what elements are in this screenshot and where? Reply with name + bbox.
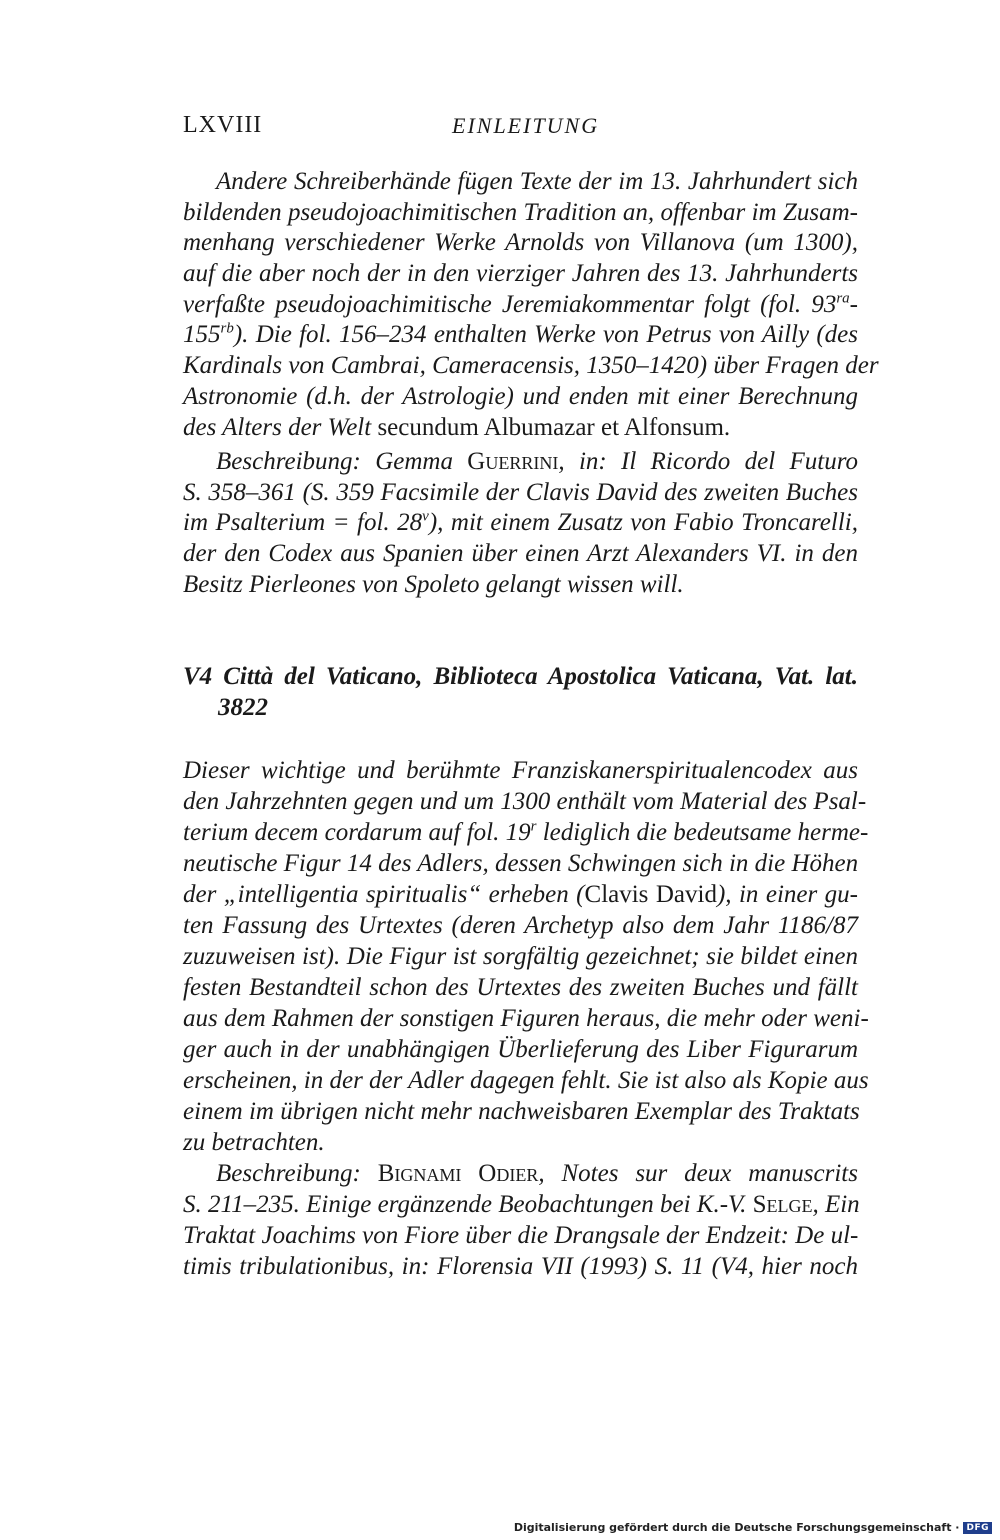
text-run: terium decem cordarum auf fol. 19: [183, 819, 531, 846]
text-line: zu betrachten.: [183, 1129, 325, 1156]
text-run: ). Die fol. 156–234 enthalten Werke von Petrus von Ailly (des: [233, 321, 858, 348]
text-run: im Psalterium = fol. 28: [183, 509, 423, 536]
text-line: [183, 413, 858, 443]
superscript: rb: [220, 320, 234, 337]
text-run: , Ein: [812, 1191, 860, 1218]
text-line: aus dem Rahmen der sonstigen Figuren heraus, die mehr oder weni-: [183, 1005, 869, 1032]
text-run: der „intelligentia spiritualis“ erheben (: [183, 881, 585, 908]
text-run: verfaßte pseudojoachimitische Jeremiakommentar folgt (fol. 93: [183, 291, 837, 318]
page-number: LXVIII: [183, 112, 263, 138]
text-line: den Jahrzehnten gegen und um 1300 enthält vom Material des Psal-: [183, 788, 867, 815]
text-line: erscheinen, in der der Adler dagegen fehlt. Sie ist also als Kopie aus: [183, 1067, 869, 1094]
text-line: [183, 818, 869, 848]
text-run: S. 211–235. Einige ergänzende Beobachtungen bei K.-V.: [183, 1191, 753, 1218]
text-run: des Alters der Welt: [183, 414, 372, 441]
text-line: Astronomie (d.h. der Astrologie) und enden mit einer Berechnung: [183, 383, 858, 410]
text-line: zuzuweisen ist). Die Figur ist sorgfältig gezeichnet; sie bildet einen: [183, 943, 858, 970]
text-run: ), in einer gu-: [716, 881, 858, 908]
text-line: menhang verschiedener Werke Arnolds von Villanova (um 1300),: [183, 229, 858, 256]
author-smallcaps: Selge: [752, 1191, 813, 1218]
text-line: [183, 1190, 858, 1220]
text-run: , in: Il Ricordo del Futuro: [558, 448, 858, 475]
text-line: [183, 290, 858, 320]
heading-line: 3822: [218, 694, 268, 721]
text-line: ger auch in der unabhängigen Überlieferung des Liber Figurarum: [183, 1036, 858, 1063]
text-line: S. 358–361 (S. 359 Facsimile der Clavis David des zweiten Buches: [183, 479, 858, 506]
author-smallcaps: Bignami Odier: [377, 1160, 539, 1187]
text-run: , Notes sur deux manuscrits: [538, 1160, 858, 1187]
text-run: lediglich die bedeutsame herme-: [536, 819, 869, 846]
text-line: festen Bestandteil schon des Urtextes des zweiten Buches und fällt: [183, 974, 858, 1001]
text-line: Traktat Joachims von Fiore über die Drangsale der Endzeit: De ul-: [183, 1222, 859, 1249]
text-run: 155: [183, 321, 221, 348]
superscript: r: [530, 818, 537, 835]
text-line: Dieser wichtige und berühmte Franziskanerspiritualencodex aus: [183, 757, 858, 784]
text-run: -: [849, 291, 858, 318]
text-line: [216, 1159, 858, 1189]
dfg-logo: DFG: [963, 1522, 992, 1534]
text-line: einem im übrigen nicht mehr nachweisbaren Exemplar des Traktats: [183, 1098, 860, 1125]
text-line: Besitz Pierleones von Spoleto gelangt wissen will.: [183, 571, 684, 598]
digitization-footer: [514, 1521, 992, 1534]
text-line: bildenden pseudojoachimitischen Tradition an, offenbar im Zusam-: [183, 199, 858, 226]
footer-text: Digitalisierung gefördert durch die Deutsche Forschungsgemeinschaft ·: [513, 1521, 960, 1534]
text-line: [183, 880, 858, 910]
text-run: Beschreibung: Gemma: [216, 448, 468, 475]
text-line: auf die aber noch der in den vierziger Jahren des 13. Jahrhunderts: [183, 260, 858, 287]
text-line: Andere Schreiberhände fügen Texte der im 13. Jahrhundert sich: [216, 168, 858, 195]
author-smallcaps: Guerrini: [467, 448, 559, 475]
text-line: ten Fassung des Urtextes (deren Archetyp also dem Jahr 1186/87: [183, 912, 858, 939]
heading-line: V4 Città del Vaticano, Biblioteca Apostolica Vaticana, Vat. lat.: [183, 663, 858, 690]
superscript: ra: [836, 290, 850, 307]
text-run: Beschreibung:: [216, 1160, 378, 1187]
text-run-roman: secundum Albumazar et Alfonsum.: [371, 414, 731, 441]
text-line: [216, 447, 858, 477]
text-run: ), mit einem Zusatz von Fabio Troncarelli,: [428, 509, 858, 536]
running-title: EINLEITUNG: [452, 113, 600, 138]
text-line: timis tribulationibus, in: Florensia VII (1993) S. 11 (V4, hier noch: [183, 1253, 858, 1280]
text-line: Kardinals von Cambrai, Cameracensis, 1350–1420) über Fragen der: [183, 352, 879, 379]
text-line: [183, 320, 858, 350]
text-line: neutische Figur 14 des Adlers, dessen Schwingen sich in die Höhen: [183, 850, 859, 877]
text-run-roman: Clavis David: [584, 881, 717, 908]
text-line: der den Codex aus Spanien über einen Arzt Alexanders VI. in den: [183, 540, 858, 567]
superscript: v: [422, 508, 429, 525]
text-line: [183, 508, 858, 538]
